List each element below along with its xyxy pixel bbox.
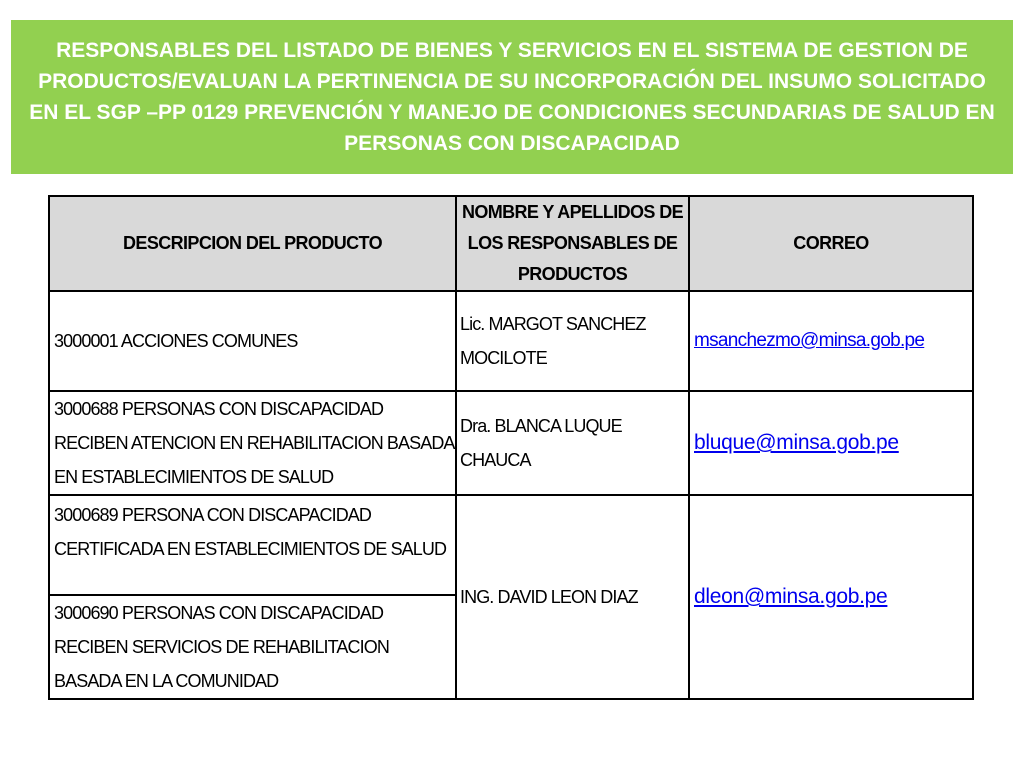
table-row <box>49 391 973 495</box>
responsible-cell: Dra. BLANCA LUQUE CHAUCA <box>456 391 689 495</box>
page-title: RESPONSABLES DEL LISTADO DE BIENES Y SERVICIOS EN EL SISTEMA DE GESTION DE PRODUCTOS/EVALUAN LA PERTINENCIA DE SU INCORPORACIÓN DEL INSUMO SOLICITADO EN EL SGP –PP 0129 PREVENCIÓN Y MANEJO DE CONDICIONES SECUNDARIAS DE SALUD EN PERSONAS CON DISCAPACIDAD <box>29 39 995 155</box>
table-header-row <box>49 196 973 291</box>
product-cell: 3000689 PERSONA CON DISCAPACIDAD CERTIFICADA EN ESTABLECIMIENTOS DE SALUD <box>49 495 456 595</box>
product-cell: 3000688 PERSONAS CON DISCAPACIDAD RECIBEN ATENCION EN REHABILITACION BASADA EN ESTABLECIMIENTOS DE SALUD <box>49 391 456 495</box>
header-product: DESCRIPCION DEL PRODUCTO <box>49 196 456 291</box>
table-row <box>49 291 973 391</box>
email-link[interactable]: bluque@minsa.gob.pe <box>694 431 899 454</box>
responsibles-table <box>48 195 974 700</box>
title-banner <box>11 20 1013 174</box>
responsible-cell: Lic. MARGOT SANCHEZ MOCILOTE <box>456 291 689 391</box>
email-cell <box>689 291 973 391</box>
responsibles-table-container <box>48 195 974 700</box>
product-cell: 3000001 ACCIONES COMUNES <box>49 291 456 391</box>
product-cell: 3000690 PERSONAS CON DISCAPACIDAD RECIBEN SERVICIOS DE REHABILITACION BASADA EN LA COMUNIDAD <box>49 595 456 699</box>
header-email: CORREO <box>689 196 973 291</box>
email-cell <box>689 391 973 495</box>
email-link[interactable]: dleon@minsa.gob.pe <box>694 585 888 608</box>
email-link[interactable]: msanchezmo@minsa.gob.pe <box>694 330 925 351</box>
email-cell <box>689 495 973 699</box>
header-responsible: NOMBRE Y APELLIDOS DE LOS RESPONSABLES DE PRODUCTOS <box>456 196 689 291</box>
responsible-cell: ING. DAVID LEON DIAZ <box>456 495 689 699</box>
table-row <box>49 495 973 595</box>
